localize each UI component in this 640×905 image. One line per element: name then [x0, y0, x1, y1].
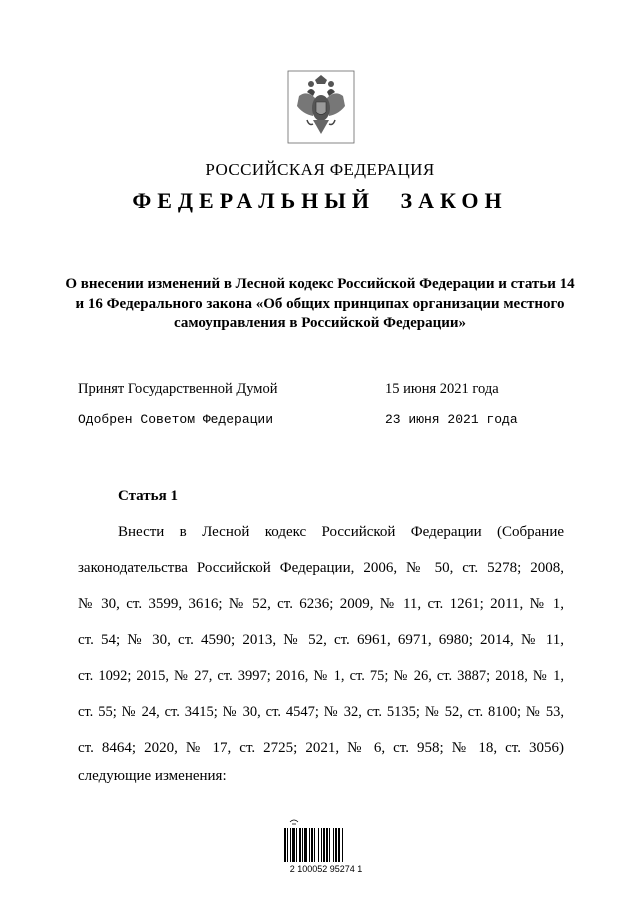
article-text-line: № 30, ст. 3599, 3616; № 52, ст. 6236; 2009, № 11, ст. 1261; 2011, № 1,: [78, 596, 564, 612]
adopted-date: 15 июня 2021 года: [385, 381, 499, 397]
approved-label: Одобрен Советом Федерации: [78, 412, 274, 427]
article-text-line: ст. 54; № 30, ст. 4590; 2013, № 52, ст. 6961, 6971, 6980; 2014, № 11,: [78, 632, 564, 648]
law-title: О внесении изменений в Лесной кодекс Российской Федерации и статьи 14 и 16 Федерального закона «Об общих принципах организации местного самоуправления в Российской Федерации»: [65, 276, 575, 331]
article-text-line: ст. 1092; 2015, № 27, ст. 3997; 2016, № 1, ст. 75; № 26, ст. 3887; 2018, № 1,: [78, 668, 564, 684]
approved-date: 23 июня 2021 года: [385, 412, 518, 427]
article-text-line: законодательства Российской Федерации, 2006, № 50, ст. 5278; 2008,: [78, 560, 564, 576]
country-name: РОССИЙСКАЯ ФЕДЕРАЦИЯ: [205, 160, 435, 179]
barcode-number: 2 100052 95274 1: [289, 864, 363, 874]
article-text-line: Внести в Лесной кодекс Российской Федерации (Собрание: [118, 524, 564, 540]
adopted-label: Принят Государственной Думой: [78, 381, 278, 397]
article-heading: Статья 1: [118, 488, 178, 504]
document-type: ФЕДЕРАЛЬНЫЙ ЗАКОН: [132, 188, 508, 213]
article-text-line: следующие изменения:: [78, 768, 227, 784]
article-text-line: ст. 8464; 2020, № 17, ст. 2725; 2021, № 6, ст. 958; № 18, ст. 3056): [78, 740, 564, 756]
article-text-line: ст. 55; № 24, ст. 3415; № 30, ст. 4547; № 32, ст. 5135; № 52, ст. 8100; № 53,: [78, 704, 564, 720]
coat-of-arms-icon: [287, 70, 355, 144]
